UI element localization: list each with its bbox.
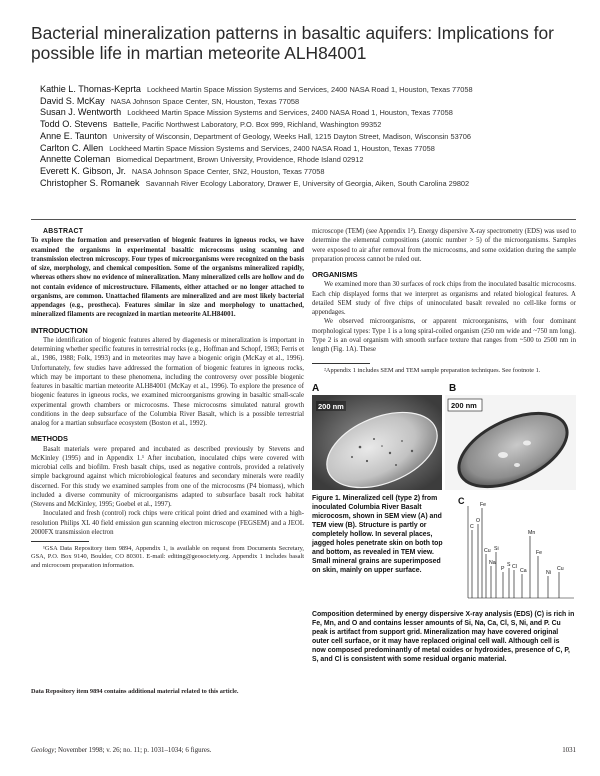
figure-caption: Figure 1. Mineralized cell (type 2) from inoculated Columbia River Basalt microcosm, shown in SEM view (A) and TEM view (B). Structure is partly or completely hollow. In several places, jagged holes penetrate skin on both top and bottom, as revealed in TEM view. Small mineral grains are superimposed on skin, mainly on upper surface. <box>312 495 443 574</box>
spectrum-peak-label: Fe <box>536 550 543 556</box>
citation-details: ; November 1998; v. 26; no. 11; p. 1031–1034; 6 figures. <box>54 747 212 754</box>
organisms-paragraph: We observed microorganisms, or apparent microorganisms, with four dominant morphological types: Type 1 is a long spiral-coiled organism (250 nm wide and ~750 nm long). Type 2 is an oval organism with smooth surface texture that ranges from ~500 to 2500 nm in length (Fig. 1A). These <box>312 318 576 353</box>
left-column <box>31 227 304 570</box>
spectrum-peak-label: Na <box>489 560 496 566</box>
abstract-heading: ABSTRACT <box>43 228 84 235</box>
author-name: Susan J. Wentworth <box>40 107 122 118</box>
figure-caption-continued: Composition determined by energy dispersive X-ray analysis (EDS) (C) is rich in Fe, Mn, and O and contains lesser amounts of Si, Na, Ca, Cl, S, Ni, and P. Cu peak is artifact from support grid. Mineralization may have covered original outer cell surface, or it may have replaced original cell wall. Although cell is now composed predominantly of metal oxides or hydroxides, presence of C, P, S, and Cl is consistent with some residual organic material. <box>312 611 575 663</box>
author-name: David S. McKay <box>40 95 105 106</box>
author-affiliation: NASA Johnson Space Center, SN2, Houston, Texas 77058 <box>131 166 325 176</box>
spectrum-peak-label: Mn <box>528 530 536 536</box>
page-number: 1031 <box>562 747 576 754</box>
author-name: Everett K. Gibson, Jr. <box>40 165 126 176</box>
author-affiliation: University of Wisconsin, Department of Geology, Weeks Hall, 1215 Dayton Street, Madison, Wisconsin 53706 <box>113 131 472 141</box>
sem-image-panel-a <box>312 395 442 490</box>
introduction-paragraph: The identification of biogenic features altered by diagenesis or mineralization is important in determining whether specific features in terrestrial rocks (e.g., Hoffman and Schopf, 1983; Ferris et al., 1986, 1988; Folk, 1993) and in meteorites may have a biogenic origin (McKay et al., 1996). Unfortunately, few studies have addressed the formation of biogenic features in igneous rocks, which may be important to these phenomena, including the controversy over possible biogenic features in basaltic martian meteorite ALH84001 (McKay et al., 1996). To explore the presence of biogenic features in igneous rocks, we examined microorganisms growing in basaltic small-scale experimental growth chambers or microcosms. These microcosms simulated natural growth conditions in the deep subsurface of the Columbia River Basalt, which is a possible terrestrial analog for a martian subsurface ecosystem (Boston et al., 1992). <box>31 336 304 427</box>
author-affiliation: Battelle, Pacific Northwest Laboratory, P.O. Box 999, Richland, Washington 99352 <box>113 120 382 130</box>
author-name: Annette Coleman <box>40 154 111 165</box>
spectrum-peak-label: S <box>507 562 511 568</box>
article-title: Bacterial mineralization patterns in basaltic aquifers: Implications for possible life in martian meteorite ALH84001 <box>31 23 554 63</box>
author-affiliation: Lockheed Martin Space Mission Systems and Services, 2400 NASA Road 1, Houston, Texas 77058 <box>146 85 473 94</box>
author-row <box>40 119 585 131</box>
author-name: Anne E. Taunton <box>40 130 108 141</box>
section-heading-methods: METHODS <box>31 434 68 444</box>
tem-image-panel-b <box>445 395 576 490</box>
section-heading-introduction: INTRODUCTION <box>31 325 88 335</box>
journal-name: Geology <box>31 747 55 754</box>
footnote-divider <box>312 363 370 364</box>
footnote-divider <box>31 541 89 542</box>
section-heading-organisms: ORGANISMS <box>312 270 358 279</box>
spectrum-peak-label: Ni <box>546 570 551 576</box>
panel-label-c: C <box>458 496 465 506</box>
author-row <box>40 178 585 190</box>
abstract-text: To explore the formation and preservation of biogenic features in igneous rocks, we have examined the organisms in experimental basaltic microcosms using scanning and transmission electron microscopy. Four types of microorganisms were recognized on the basis of size, morphology, and chemical composition. Some of the organisms mineralized rapidly, whereas others show no evidence of mineralization. Many mineralized cells are hollow and do not contain evidence of microstructure. Filaments, either attached or no longer attached to organisms, are common. Unattached filaments are mineralized and are most likely bacterial appendages (e.g., prostheca). Features similar in size and morphology to unattached, mineralized filaments are recognized in martian meteorite ALH84001. <box>31 237 304 319</box>
author-affiliation: Lockheed Martin Space Mission Systems and Services, 2400 NASA Road 1, Houston, Texas 77058 <box>127 108 453 118</box>
panel-label-b: B <box>449 383 457 394</box>
methods-continued-paragraph: microscope (TEM) (see Appendix 1²). Energy dispersive X-ray spectrometry (EDS) was used to determine the elemental compositions (atomic number > 5) of the microorganisms. Samples were exposed to air after removal from the microcosms, and some oxidation during the sample preparation process cannot be ruled out. <box>312 228 576 263</box>
author-row <box>40 131 585 143</box>
spectrum-peak-label: C <box>470 524 474 530</box>
footnote-2: ²Appendix 1 includes SEM and TEM sample preparation techniques. See footnote 1. <box>324 367 541 375</box>
right-column <box>312 227 576 376</box>
spectrum-peak-label: Cu <box>557 566 564 572</box>
author-list <box>40 84 585 189</box>
author-name: Kathie L. Thomas-Keprta <box>40 84 141 94</box>
spectrum-peak-label: Cl <box>512 564 517 570</box>
author-affiliation: Savannah River Ecology Laboratory, Drawer E, University of Georgia, Aiken, South Carolina 29802 <box>145 178 470 188</box>
author-name: Carlton C. Allen <box>40 142 104 153</box>
methods-paragraph: Inoculated and fresh (control) rock chips were critical point dried and examined with a high-resolution Philips XL 40 field emission gun scanning electron microscope (FEGSEM) and a JEOL 2000FX transmission electron <box>31 510 304 536</box>
spectrum-peak-label: P <box>501 566 505 572</box>
data-repository-note: Data Repository item 9894 contains additional material related to this article. <box>31 688 239 695</box>
author-affiliation: Lockheed Martin Space Mission Systems and Services, 2400 NASA Road 1, Houston, Texas 77058 <box>109 143 435 153</box>
author-name: Christopher S. Romanek <box>40 177 140 188</box>
author-row <box>40 84 585 96</box>
author-row <box>40 143 585 155</box>
scale-bar-label-b: 200 nm <box>451 401 477 410</box>
spectrum-peak-label: O <box>476 518 481 524</box>
journal-citation <box>31 747 211 754</box>
methods-paragraph: Basalt materials were prepared and incubated as described previously by Stevens and McKinley (1995) and in Appendix 1.¹ After incubation, inoculated chips were covered with microbial cells and biofilm. Fresh basalt chips, used as negative controls, provided a relatively simple background against which microbiological features and secondary minerals were readily discerned. For this study we examined samples from one of the microcosms (P4 biomass), which included a diverse community of microorganisms adapted to subsurface basalt rock habitat (Stevens and McKinley, 1995; Goebel et al., 1997). <box>31 445 304 508</box>
spectrum-peak-label: Si <box>494 546 499 552</box>
author-row <box>40 154 585 166</box>
spectrum-peak-label: Fe <box>480 502 487 508</box>
author-row <box>40 96 585 108</box>
author-affiliation: Biomedical Department, Brown University, Providence, Rhode Island 02912 <box>116 155 364 165</box>
author-row <box>40 107 585 119</box>
eds-spectrum-panel-c <box>456 496 577 608</box>
scale-bar-label-a: 200 nm <box>318 402 344 411</box>
author-affiliation: NASA Johnson Space Center, SN, Houston, Texas 77058 <box>110 96 300 106</box>
spectrum-peak-label: Cu <box>484 548 491 554</box>
abstract <box>31 227 304 320</box>
author-name: Todd O. Stevens <box>40 119 108 130</box>
panel-label-a: A <box>312 383 320 394</box>
organisms-paragraph: We examined more than 30 surfaces of rock chips from the inoculated basaltic microcosms. Each chip displayed forms that we interpret as organisms and related biological features. A detailed SEM study of five chips of uninoculated basalt revealed no cell-like forms or appendages. <box>312 281 576 316</box>
footnote-1: ¹GSA Data Repository item 9894, Appendix 1, is available on request from Documents Secretary, GSA, P.O. Box 9140, Boulder, CO 80301. E-mail: editing@geosociety.org. Appendix 1 includes basalt and microcosm preparation information. <box>31 545 304 569</box>
spectrum-peak-label: Ca <box>520 568 527 574</box>
header-divider <box>31 219 576 220</box>
author-row <box>40 166 585 178</box>
